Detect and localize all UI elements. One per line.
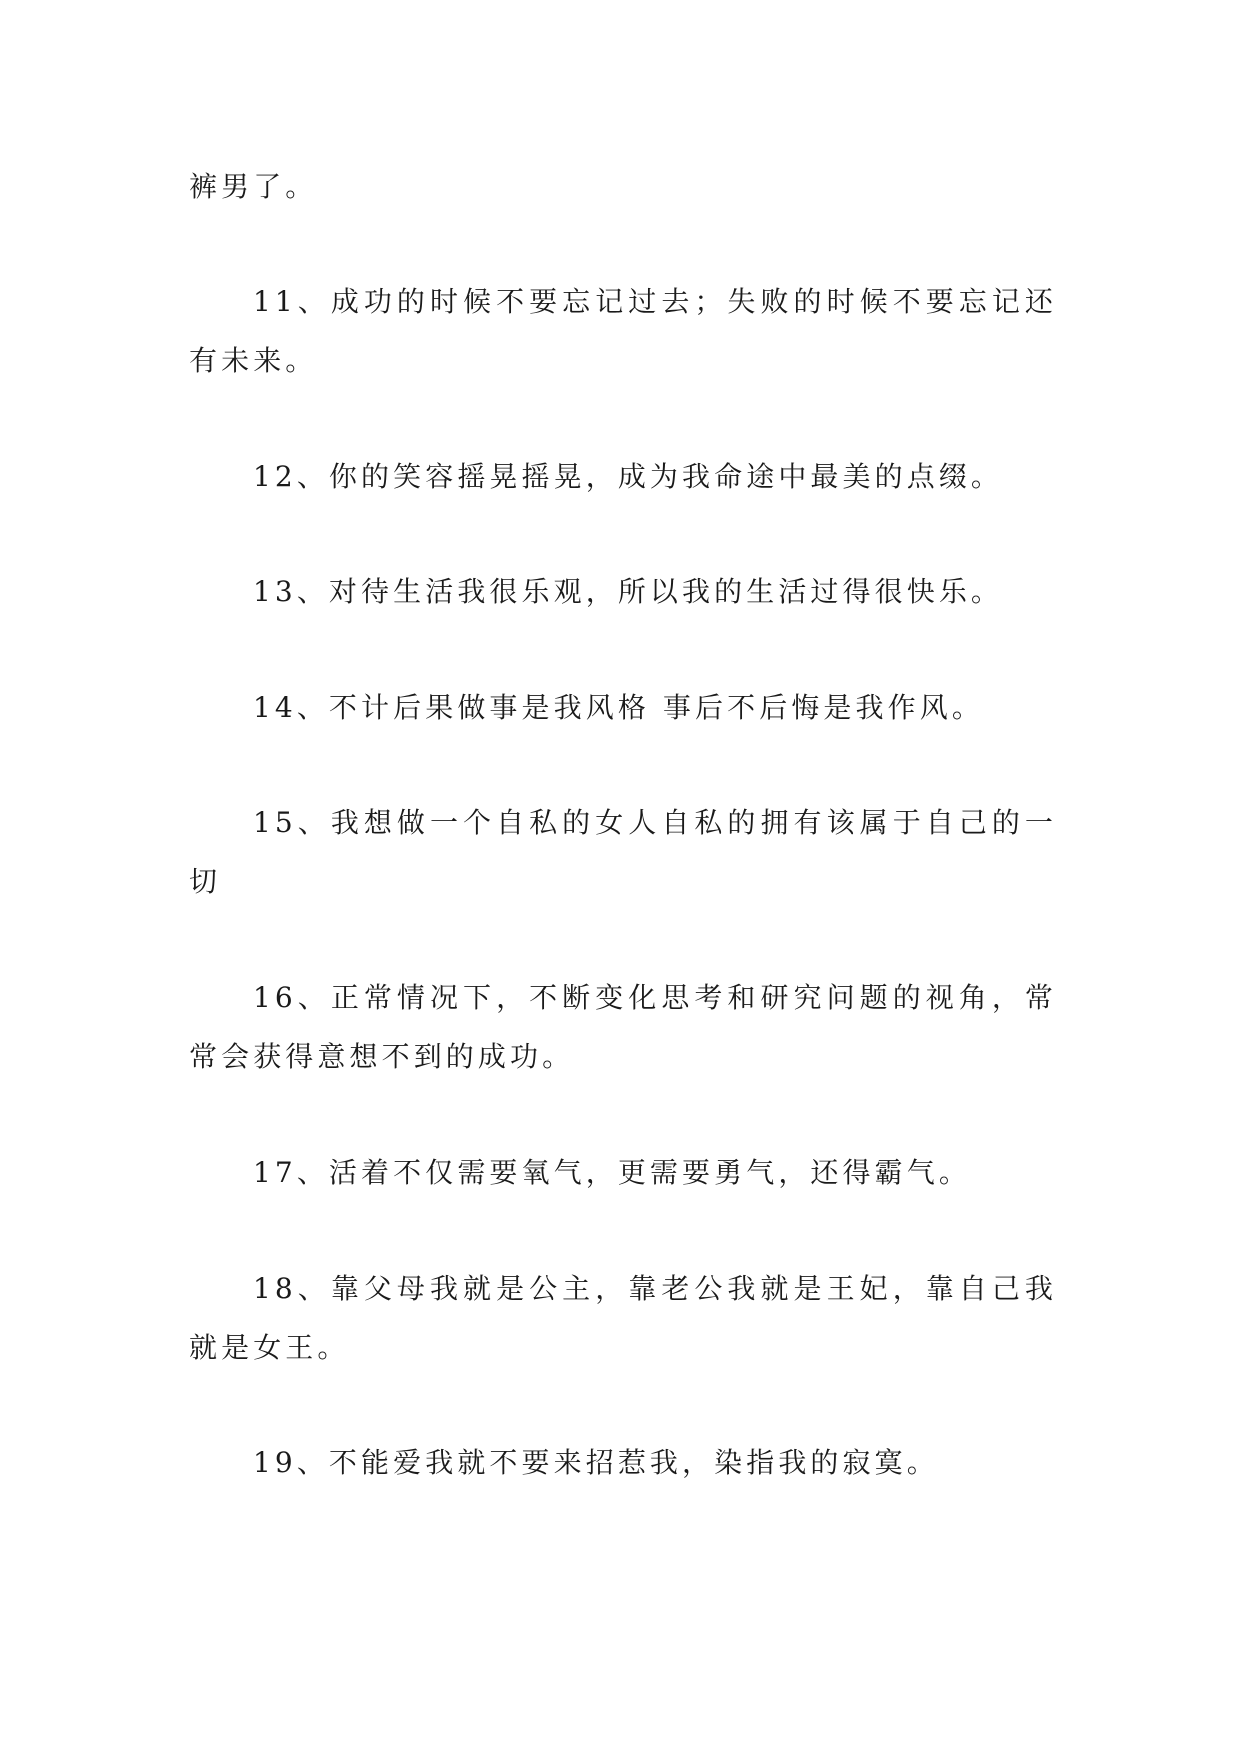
paragraph-item-12: 12、你的笑容摇晃摇晃，成为我命途中最美的点缀。 (253, 460, 1004, 493)
paragraph-item-16: 16、正常情况下，不断变化思考和研究问题的视角，常常会获得意想不到的成功。 (189, 981, 1057, 1073)
paragraph-continuation: 裤男了。 (189, 170, 318, 203)
paragraph-item-18: 18、靠父母我就是公主，靠老公我就是王妃，靠自己我就是女王。 (189, 1272, 1057, 1364)
paragraph-item-15: 15、我想做一个自私的女人自私的拥有该属于自己的一切 (189, 806, 1057, 898)
paragraph-item-17: 17、活着不仅需要氧气，更需要勇气，还得霸气。 (253, 1156, 971, 1189)
paragraph-item-14: 14、不计后果做事是我风格 事后不后悔是我作风。 (253, 691, 984, 724)
paragraph-item-11: 11、成功的时候不要忘记过去；失败的时候不要忘记还有未来。 (189, 285, 1057, 377)
paragraph-item-19: 19、不能爱我就不要来招惹我，染指我的寂寞。 (253, 1446, 939, 1479)
paragraph-item-13: 13、对待生活我很乐观，所以我的生活过得很快乐。 (253, 575, 1004, 608)
